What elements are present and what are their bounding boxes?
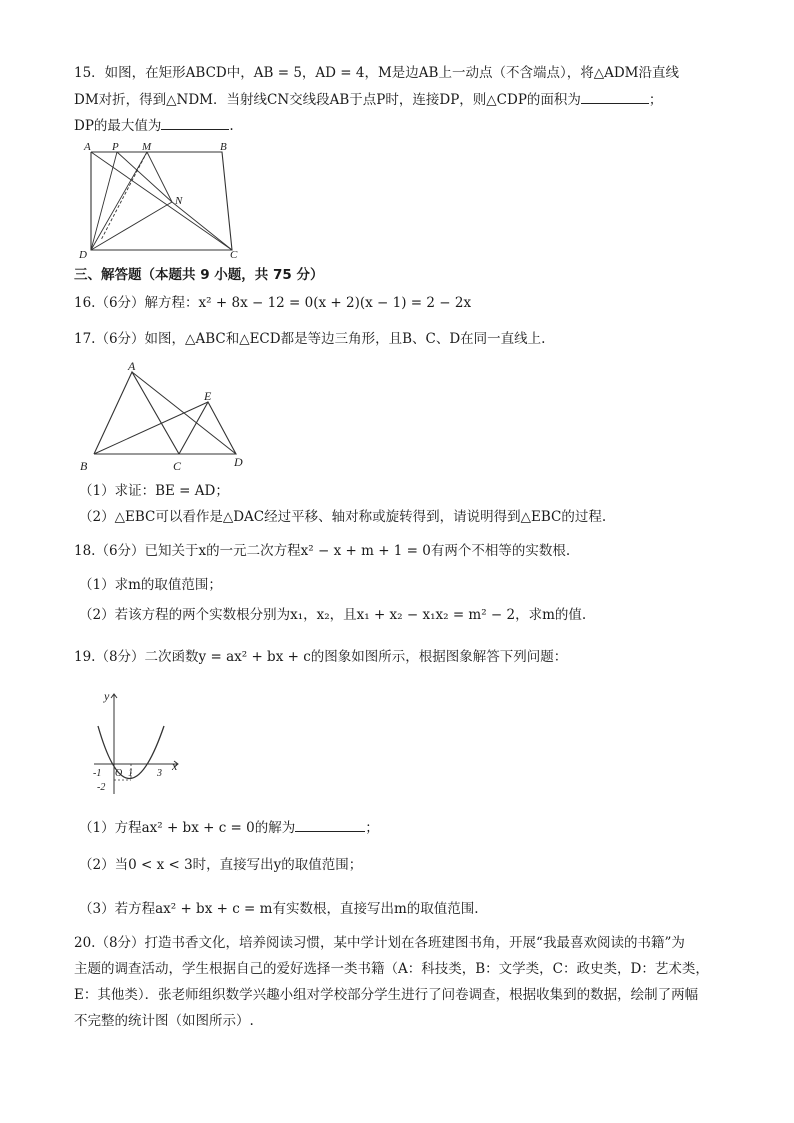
q20-line-4: 不完整的统计图（如图所示）. [74,1013,254,1029]
q15-line-2 [74,90,662,109]
q19-part-3: （3）若方程ax² + bx + c = m有实数根，直接写出m的取值范围. [79,901,479,917]
section-heading: 三、解答题（本题共 9 小题，共 75 分） [74,267,324,283]
q18-part-2: （2）若该方程的两个实数根分别为x₁，x₂，且x₁ + x₂ − x₁x₂ = m² − 2，求m的值. [79,607,587,623]
q15-line-3-text: DP的最大值为 [74,118,162,134]
q19-part-1-text: （1）方程ax² + bx + c = 0的解为 [79,820,296,836]
q15-line-3 [74,116,234,135]
q17-triangles-figure [74,358,254,476]
q19-part-1-end: ； [365,820,379,836]
q17-label-d: D [234,455,243,469]
q15-label-n: N [175,195,183,207]
q19-label-x: x [172,759,178,773]
q17-part-2: （2）△EBC可以看作是△DAC经过平移、轴对称或旋转得到，请说明得到△EBC的过程. [79,509,607,525]
q18-stem: 18.（6分）已知关于x的一元二次方程x² − x + m + 1 = 0有两个不相等的实数根. [74,543,571,559]
q19-label-origin: O [115,768,123,779]
q19-label-neg1: -1 [93,768,102,779]
q19-label-y: y [104,689,110,703]
q19-part-1 [79,818,379,837]
q15-label-p: P [112,141,119,153]
q15-line-2-text: DM对折，得到△NDM．当射线CN交线段AB于点P时，连接DP，则△CDP的面积为 [74,92,581,108]
q19-label-3: 3 [157,768,162,779]
q19-label-neg2: -2 [97,782,106,793]
q15-answer-blank-2[interactable] [161,116,229,130]
q17-stem: 17.（6分）如图，△ABC和△ECD都是等边三角形，且B、C、D在同一直线上. [74,331,546,347]
q15-line-3-end: . [229,118,234,134]
q15-label-c: C [230,249,238,260]
q15-line-2-end: ； [648,92,663,108]
q17-part-1: （1）求证：BE = AD； [79,483,229,499]
q19-label-1: 1 [128,768,133,779]
q20-line-2: 主题的调查活动，学生根据自己的爱好选择一类书籍（A：科技类，B：文学类，C：政史类，D：艺术类， [74,961,709,977]
q15-rectangle-figure [74,138,244,260]
q19-stem: 19.（8分）二次函数y = ax² + bx + c的图象如图所示，根据图象解答下列问题： [74,649,568,665]
q20-line-3: E：其他类）．张老师组织数学兴趣小组对学校部分学生进行了问卷调查，根据收集到的数据，绘制了两幅 [74,987,699,1003]
q15-label-m: M [142,141,152,153]
q17-label-e: E [204,389,212,403]
q19-parabola-graph [90,686,200,798]
q19-answer-blank[interactable] [295,818,365,832]
q19-part-2: （2）当0 < x < 3时，直接写出y的取值范围； [79,857,363,873]
q15-answer-blank-1[interactable] [581,90,649,104]
q15-label-a: A [84,141,91,153]
q18-part-1: （1）求m的取值范围； [79,577,222,593]
q15-label-b: B [220,141,227,153]
q17-label-b: B [80,459,88,473]
q16-equation: 16.（6分）解方程：x² + 8x − 12 = 0(x + 2)(x − 1) = 2 − 2x [74,295,472,311]
q15-line-1: 15．如图，在矩形ABCD中，AB = 5，AD = 4，M是边AB上一动点（不含端点），将△ADM沿直线 [74,65,679,81]
q15-label-d: D [79,249,87,260]
q17-label-c: C [173,459,182,473]
q20-line-1: 20.（8分）打造书香文化，培养阅读习惯，某中学计划在各班建图书角，开展“我最喜欢阅读的书籍”为 [74,935,685,951]
q17-label-a: A [128,359,136,373]
q15-diag-line [91,152,232,250]
